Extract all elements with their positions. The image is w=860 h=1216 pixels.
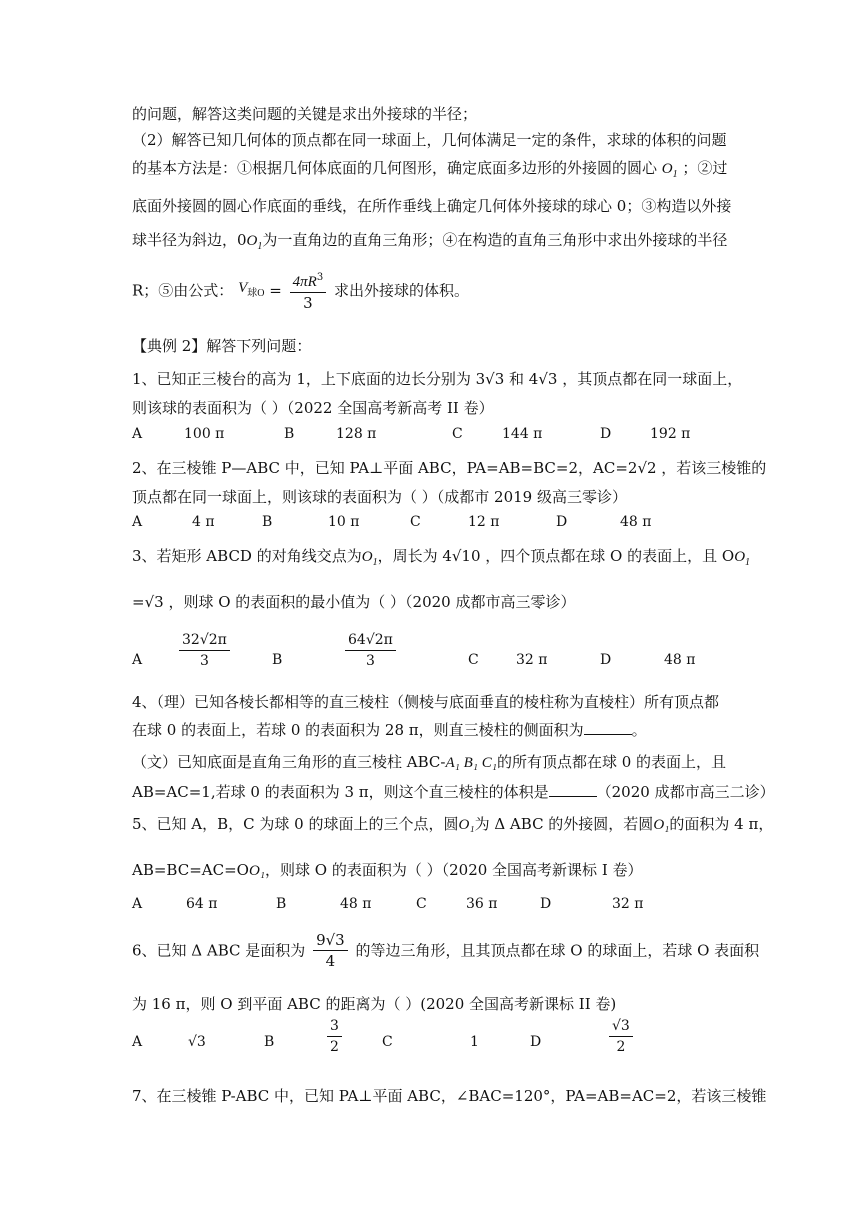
q2-option-b-letter: B <box>262 514 273 530</box>
q1-option-c-value: 144 π <box>502 426 543 442</box>
q6-option-c-value: 1 <box>470 1034 479 1050</box>
o1-symbol <box>246 233 263 252</box>
q6-line-1-b: 的等边三角形，且其顶点都在球 O 的球面上，若球 O 表面积 <box>355 941 760 960</box>
q1-option-d-letter: D <box>600 426 612 442</box>
q6-option-d-fraction <box>609 1016 633 1057</box>
o1-letter: O <box>246 233 258 249</box>
q6-option-b-denominator: 2 <box>330 1039 339 1055</box>
q3-option-a-numerator: 32√2π <box>179 630 230 651</box>
answer-blank[interactable] <box>584 720 632 735</box>
q6-option-b-numerator: 3 <box>327 1016 342 1037</box>
volume-numerator-text: 4πR <box>292 274 317 290</box>
q5-option-a-value: 64 π <box>186 896 218 912</box>
intro-line-6-b: 求出外接球的体积。 <box>333 281 469 300</box>
q6-line-1 <box>132 930 759 971</box>
q1-line-1: 1、已知正三棱台的高为 1，上下底面的边长分别为 3√3 和 4√3 ，其顶点都在同一球面上， <box>132 370 743 388</box>
o1-symbol <box>361 549 378 568</box>
volume-numerator <box>290 268 327 293</box>
q3-option-b-letter: B <box>272 652 283 668</box>
q2-option-b-value: 10 π <box>328 514 360 530</box>
q2-option-a-letter: A <box>132 514 143 530</box>
o1-symbol: O₁ <box>653 817 670 833</box>
q4-line-3-a: （文）已知底面是直角三角形的直三棱柱 ABC- <box>132 753 446 771</box>
intro-line-5-b: 为一直角边的直角三角形；④在构造的直角三角形中求出外接球的半径 <box>262 231 728 249</box>
q6-option-b-fraction <box>327 1016 342 1057</box>
intro-line-6-a: R；⑤由公式： <box>132 281 234 300</box>
intro-line-5-a: 球半径为斜边，0 <box>132 231 247 249</box>
q3-line-1-b: ，周长为 4√10 ，四个顶点都在球 O 的表面上，且 O <box>377 547 735 565</box>
volume-symbol <box>238 279 265 299</box>
o1-symbol <box>661 161 678 180</box>
q6-option-b-value <box>324 1016 345 1057</box>
q5-line-1-a: 5、已知 A，B，C 为球 0 的球面上的三个点，圆 <box>132 815 459 833</box>
q5-line-1-c: 的面积为 4 π， <box>669 815 774 833</box>
q5-line-2-a: AB=BC=AC=O <box>132 861 249 879</box>
volume-fraction <box>290 268 327 313</box>
q3-option-b-denominator: 3 <box>365 653 375 669</box>
q6-option-a-value: √3 <box>188 1034 206 1050</box>
q6-area-numerator: 9√3 <box>313 930 348 951</box>
intro-line-4: 底面外接圆的圆心作底面的垂线，在所作垂线上确定几何体外接球的球心 0；③构造以外接 <box>132 197 732 215</box>
q4-line-2-b: 。 <box>631 721 647 739</box>
intro-line-3 <box>132 158 727 185</box>
intro-line-2: （2）解答已知几何体的顶点都在同一球面上，几何体满足一定的条件，求球的体积的问题 <box>132 131 727 149</box>
intro-line-3-end: ；②过 <box>682 159 728 177</box>
q5-option-d-letter: D <box>540 896 552 912</box>
q6-option-d-letter: D <box>530 1034 542 1050</box>
q1-option-b-value: 128 π <box>336 426 377 442</box>
q2-option-d-value: 48 π <box>620 514 652 530</box>
volume-subscript: 球O <box>247 287 265 299</box>
q5-line-2-b: ，则球 O 的表面积为（ ）（2020 全国高考新课标 I 卷） <box>265 861 643 879</box>
q7-line-1: 7、在三棱锥 P-ABC 中，已知 PA⊥平面 ABC，∠BAC=120°，PA=AB=AC=2，若该三棱锥 <box>132 1087 767 1105</box>
q2-line-2: 顶点都在同一球面上，则该球的表面积为（ ）（成都市 2019 级高三零诊） <box>132 488 627 506</box>
q5-option-b-value: 48 π <box>340 896 372 912</box>
q1-line-2: 则该球的表面积为（ ）（2022 全国高考新高考 II 卷） <box>132 399 494 417</box>
q1-option-b-letter: B <box>284 426 295 442</box>
q4-line-3 <box>132 752 726 773</box>
o1-subscript: 1 <box>372 557 378 568</box>
equals-sign: = <box>269 281 282 300</box>
q6-option-d-denominator: 2 <box>616 1039 626 1055</box>
q3-option-c-value: 32 π <box>516 652 548 668</box>
intro-line-6 <box>132 268 469 313</box>
q4-line-1: 4、（理）已知各棱长都相等的直三棱柱（侧棱与底面垂直的棱柱称为直棱柱）所有顶点都 <box>132 693 720 711</box>
prism-vertex-symbols: A₁ B₁ C₁ <box>445 755 497 771</box>
q2-option-d-letter: D <box>556 514 568 530</box>
q5-option-c-letter: C <box>416 896 427 912</box>
o1-letter: O <box>734 549 746 565</box>
o1-letter: O <box>661 161 673 177</box>
q3-line-2: =√3 ，则球 O 的表面积的最小值为（ ）（2020 成都市高三零诊） <box>132 593 576 611</box>
q3-line-1 <box>132 546 750 573</box>
q5-line-1-b: 为 Δ ABC 的外接圆，若圆 <box>474 815 654 833</box>
q3-option-a-fraction <box>179 630 230 671</box>
q3-option-d-letter: D <box>600 652 612 668</box>
q4-line-2 <box>132 720 647 740</box>
q5-option-d-value: 32 π <box>612 896 644 912</box>
q4-line-2-a: 在球 0 的表面上，若球 0 的表面积为 28 π，则直三棱柱的侧面积为 <box>132 721 584 739</box>
o1-letter: O <box>361 549 373 565</box>
q3-option-b-fraction <box>345 630 396 671</box>
q1-option-a-letter: A <box>132 426 143 442</box>
q1-option-d-value: 192 π <box>650 426 691 442</box>
q3-line-1-a: 3、若矩形 ABCD 的对角线交点为 <box>132 547 362 565</box>
o1-subscript: 1 <box>672 169 678 180</box>
q3-option-d-value: 48 π <box>664 652 696 668</box>
q6-option-a-letter: A <box>132 1034 143 1050</box>
q6-option-c-letter: C <box>382 1034 393 1050</box>
q3-option-c-letter: C <box>468 652 479 668</box>
intro-line-1: 的问题，解答这类问题的关键是求出外接球的半径； <box>132 105 478 123</box>
q3-option-a-letter: A <box>132 652 143 668</box>
volume-denominator: 3 <box>303 294 313 312</box>
q1-option-a-value: 100 π <box>184 426 225 442</box>
example-title: 【典例 2】解答下列问题： <box>132 337 312 355</box>
q3-option-a-denominator: 3 <box>199 653 209 669</box>
volume-letter: V <box>238 279 248 296</box>
volume-exponent: 3 <box>316 272 324 283</box>
q6-line-2: 为 16 π，则 O 到平面 ABC 的距离为（ ）(2020 全国高考新课标 II 卷) <box>132 995 617 1013</box>
o1-symbol: O₁ <box>248 863 266 879</box>
o1-subscript: 1 <box>745 557 751 568</box>
q6-area-fraction <box>313 930 348 971</box>
q5-line-1 <box>132 814 773 835</box>
q6-option-d-value <box>606 1016 636 1057</box>
q1-option-c-letter: C <box>452 426 463 442</box>
intro-line-3-text: 的基本方法是：①根据几何体底面的几何图形，确定底面多边形的外接圆的圆心 <box>132 159 658 177</box>
o1-subscript: 1 <box>257 241 263 252</box>
q6-line-1-a: 6、已知 Δ ABC 是面积为 <box>132 941 306 960</box>
q2-option-c-value: 12 π <box>468 514 500 530</box>
q6-option-b-letter: B <box>264 1034 275 1050</box>
q5-option-b-letter: B <box>276 896 287 912</box>
q4-line-4-a: AB=AC=1,若球 0 的表面积为 3 π，则这个直三棱柱的体积是 <box>132 783 549 801</box>
q4-line-4-b: （2020 成都市高三二诊） <box>596 783 775 801</box>
answer-blank[interactable] <box>549 782 597 797</box>
q3-option-a-value <box>176 630 233 671</box>
o1-symbol <box>734 549 751 568</box>
q2-option-c-letter: C <box>410 514 421 530</box>
q3-option-b-numerator: 64√2π <box>345 630 396 651</box>
q2-line-1: 2、在三棱锥 P—ABC 中，已知 PA⊥平面 ABC，PA=AB=BC=2，AC=2√2 ，若该三棱锥的 <box>132 459 767 477</box>
q3-option-b-value <box>342 630 399 671</box>
q6-option-d-numerator: √3 <box>609 1016 633 1037</box>
q6-area-denominator: 4 <box>325 952 336 970</box>
q5-option-c-value: 36 π <box>466 896 498 912</box>
q2-option-a-value: 4 π <box>192 514 215 530</box>
o1-symbol: O₁ <box>458 817 475 833</box>
q4-line-3-b: 的所有顶点都在球 0 的表面上，且 <box>496 753 727 771</box>
q4-line-4 <box>132 782 775 802</box>
q5-option-a-letter: A <box>132 896 143 912</box>
q5-line-2 <box>132 860 643 881</box>
intro-line-5 <box>132 230 727 257</box>
